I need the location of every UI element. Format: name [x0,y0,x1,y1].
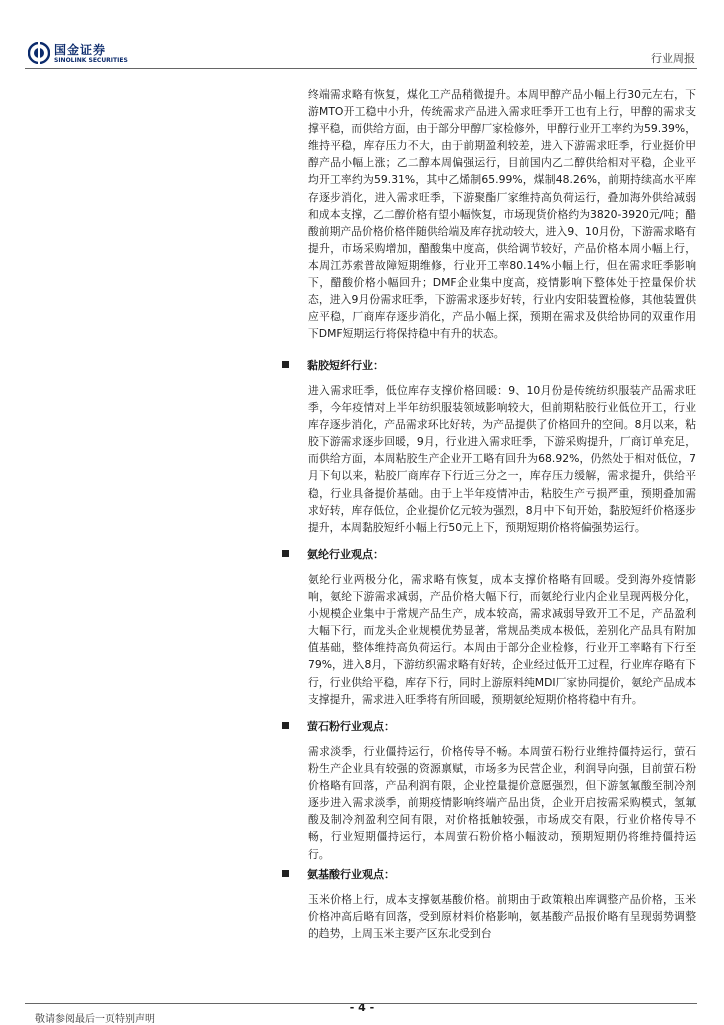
square-bullet-icon [282,870,289,877]
section-heading [282,866,696,883]
footer-divider [25,1003,697,1004]
report-type-label: 行业周报 [651,52,695,65]
section-paragraph: 进入需求旺季，低位库存支撑价格回暖：9、10月份是传统纺织服装产品需求旺季，今年疫情对上半年纺织服装领域影响较大，但前期粘胶行业低位开工，行业库存逐步消化，产品需求环比好转，为产品提供了价格回升的空间。8月以来，粘胶下游需求逐步回暖，9月，行业进入需求旺季，下游采购提升，厂商订单充足，而供给方面，本周粘胶生产企业开工略有回升为68.92%，仍然处于相对低位，7月下旬以来，粘胶厂商库存下行近三分之一，库存压力缓解，需求提升，供给平稳，行业具备提价基础。由于上半年疫情冲击，粘胶生产亏损严重，预期叠加需求好转，库存低位，企业提价亿元较为强烈，8月中下旬开始，黏胶短纤价格逐步提升，本周黏胶短纤小幅上行50元上下，预期短期价格将偏强势运行。 [308,384,696,534]
section-amino-acid [282,866,696,942]
intro-paragraph: 终端需求略有恢复，煤化工产品稍微提升。本周甲醇产品小幅上行30元左右，下游MTO开工稳中小升，传统需求产品进入需求旺季开工也有上行，甲醇的需求支撑平稳，而供给方面，由于部分甲醇厂家检修外，甲醇行业开工率约为59.39%，维持平稳，库存压力不大，由于前期盈利较差，进入下游需求旺季，行业挺价甲醇产品小幅上涨；乙二醇本周偏强运行，目前国内乙二醇供给相对平稳，企业平均开工率约为59.31%，其中乙烯制65.99%，煤制48.26%，前期持续高水平库存逐步消化，进入需求旺季，下游聚酯厂家维持高负荷运行，叠加海外供给减弱和成本支撑，乙二醇价格有望小幅恢复，市场现货价格约为3820-3920元/吨；醋酸前期产品价格价格伴随供给端及库存扰动较大，进入9、10月份，下游需求略有提升，市场采购增加，醋酸集中度高，供给调节较好，产品价格本周小幅上行，本周江苏索普故障短期维修，行业开工率80.14%小幅上行，但在需求旺季影响下，醋酸价格小幅回升；DMF企业集中度高，疫情影响下整体处于控量保价状态，进入9月份需求旺季，下游需求逐步好转，行业内安阳装置检修，其他装置供应平稳，厂商库存逐步消化，产品小幅上探，预期在需求及供给协同的双重作用下DMF短期运行将保持稳中有升的状态。 [308,88,696,341]
section-paragraph: 玉米价格上行，成本支撑氨基酸价格。前期由于政策粮出库调整产品价格，玉米价格冲高后略有回落，受到原材料价格影响，氨基酸产品报价略有呈现弱势调整的趋势，上周玉米主要产区东北受到台 [308,893,696,941]
logo-english-name: SINOLINK SECURITIES [54,57,128,64]
logo-chinese-name: 国金证券 [54,43,107,57]
square-bullet-icon [282,722,289,729]
section-title: 黏胶短纤行业： [307,359,384,372]
section-heading [282,357,696,374]
section-title: 氨基酸行业观点： [307,868,395,881]
section-heading [282,718,696,735]
section-heading [282,546,696,563]
disclaimer-note: 敬请参阅最后一页特别声明 [35,1014,155,1025]
page-number: - 4 - [349,1001,375,1014]
sinolink-logo-icon [28,42,50,64]
section-fluorite [282,718,696,863]
section-title: 氨纶行业观点： [307,548,384,561]
section-title: 萤石粉行业观点： [307,720,395,733]
section-paragraph: 氨纶行业两极分化，需求略有恢复，成本支撑价格略有回暖。受到海外疫情影响，氨纶下游需求减弱，产品价格大幅下行，而氨纶行业内企业呈现两极分化，小规模企业集中于常规产品生产，成本较高，需求减弱导致开工不足，产品盈利大幅下行，而龙头企业规模优势显著，常规品类成本极低，差别化产品具有附加值基础，整体维持高负荷运行。本周由于部分企业检修，行业开工率略有下行至79%，进入8月，下游纺织需求略有好转，企业经过低开工过程，行业库存略有下行，行业供给平稳，库存下行，同时上游原料纯MDI厂家协同提价，氨纶产品成本支撑提升，需求进入旺季将有所回暖，预期氨纶短期价格将稳中有升。 [308,573,696,706]
company-logo [25,38,145,66]
intro-block [308,86,696,342]
section-viscose-fiber [282,357,696,536]
page-header [25,36,697,69]
section-spandex [282,546,696,708]
section-paragraph: 需求淡季，行业僵持运行，价格传导不畅。本周萤石粉行业维持僵持运行，萤石粉生产企业具有较强的资源禀赋，市场多为民营企业，利润导向强，目前萤石粉价格略有回落，产品利润有限，企业控量提价意愿强烈，但下游氢氟酸至制冷剂逐步进入需求淡季，前期疫情影响终端产品出货，企业开启按需采购模式，氢氟酸及制冷剂盈利空间有限，对价格抵触较强，市场成交有限，行业价格传导不畅，行业短期僵持运行，本周萤石粉价格小幅波动，预期短期仍将维持僵持运行。 [308,745,696,861]
square-bullet-icon [282,361,289,368]
square-bullet-icon [282,550,289,557]
